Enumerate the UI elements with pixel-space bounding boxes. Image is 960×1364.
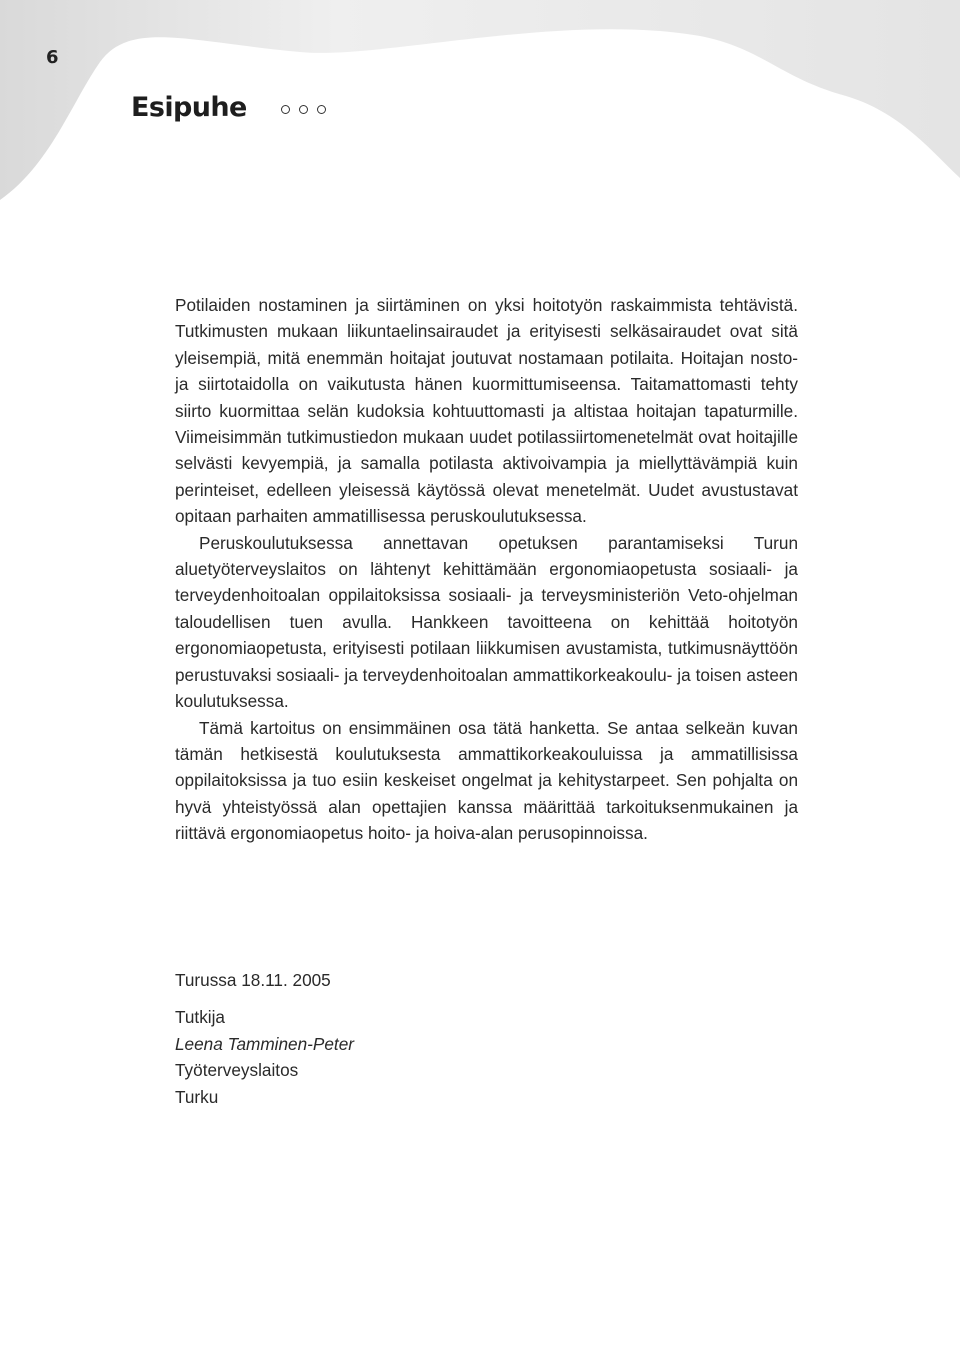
circle-icon <box>281 105 290 114</box>
signature-role: Tutkija <box>175 1007 225 1028</box>
signature-block <box>175 967 354 1110</box>
body-text <box>175 292 798 847</box>
signature-organization: Työterveyslaitos <box>175 1060 299 1081</box>
title-dots-ornament <box>281 105 326 114</box>
circle-icon <box>299 105 308 114</box>
circle-icon <box>317 105 326 114</box>
paragraph: Potilaiden nostaminen ja siirtäminen on yksi hoitotyön raskaimmista tehtävistä. Tutkimusten mukaan liikuntaelinsairaudet ja erityisesti selkäsairaudet ovat sitä yleisempiä, mitä enemmän hoitajat joutuvat nostamaan potilaita. Hoitajan nosto- ja siirtotaidolla on vaikutusta hänen kuormittumiseensa. Taitamattomasti tehty siirto kuormittaa selän kudoksia kohtuuttomasti ja altistaa hoitajan tapaturmille. Viimeisimmän tutkimustiedon mukaan uudet potilassiirtomenetelmät ovat hoitajille selvästi kevyempiä, ja samalla potilasta aktivoivampia ja miellyttävämpiä kuin perinteiset, edelleen yleisessä käytössä olevat menetelmät. Uudet avustustavat opitaan parhaiten ammatillisessa peruskoulutuksessa. <box>175 295 798 527</box>
page-number: 6 <box>46 47 59 68</box>
paragraph: Peruskoulutuksessa annettavan opetuksen parantamiseksi Turun aluetyöterveyslaitos on lähtenyt kehittämään ergonomiaopetusta sosiaali- ja terveydenhoitoalan oppilaitoksissa sosiaali- ja terveysministeriön Veto-ohjelman taloudellisen tuen avulla. Hankkeen tavoitteena on kehittää hoitotyön ergonomiaopetusta, erityisesti potilaan liikkumisen avustamista, tutkimusnäyttöön perustuvaksi sosiaali- ja terveydenhoitoalan ammattikorkeakoulu- ja toisen asteen koulutuksessa. <box>175 532 798 712</box>
page-title: Esipuhe <box>131 92 247 123</box>
background-wave-shape <box>0 0 960 260</box>
signature-city: Turku <box>175 1086 219 1107</box>
title-row <box>131 92 326 123</box>
signature-name: Leena Tamminen-Peter <box>175 1033 354 1054</box>
paragraph: Tämä kartoitus on ensimmäinen osa tätä hanketta. Se antaa selkeän kuvan tämän hetkisestä koulutuksesta ammattikorkeakouluissa ja ammatillisissa oppilaitoksissa ja tuo esiin keskeiset ongelmat ja kehitystarpeet. Sen pohjalta on hyvä yhteistyössä alan opettajien kanssa määrittää tarkoituksenmukainen ja riittävä ergonomiaopetus hoito- ja hoiva-alan perusopinnoissa. <box>175 717 798 844</box>
signature-place-date: Turussa 18.11. 2005 <box>175 970 331 990</box>
